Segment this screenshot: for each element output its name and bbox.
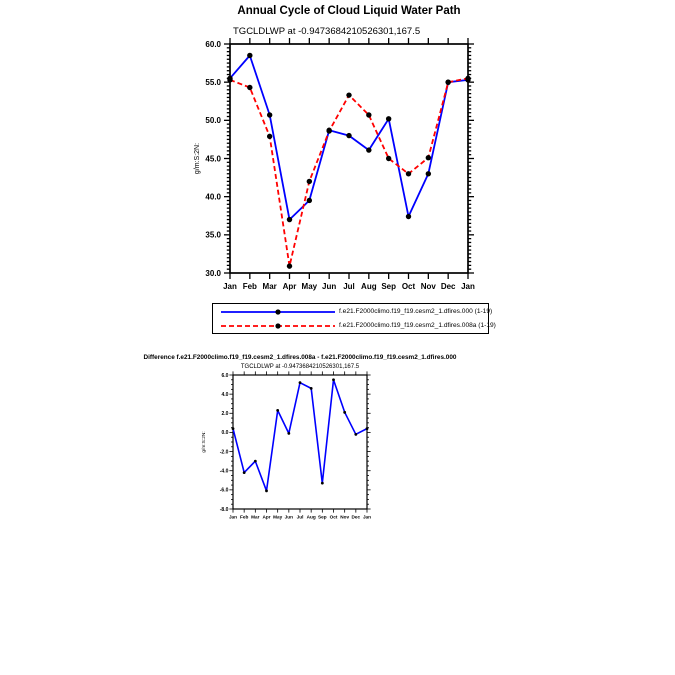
data-point-marker (346, 92, 351, 97)
legend-line-sample-dashed-icon (219, 321, 337, 331)
data-point-marker (267, 134, 272, 139)
data-point-marker (343, 411, 346, 414)
legend-label-control: f.e21.F2000climo.f19_f19.cesm2_1.dfires.000 (1-19) (339, 308, 493, 315)
data-point-marker (307, 198, 312, 203)
y-axis-tick-label: 4.0 (221, 391, 229, 398)
x-axis-tick-label: Mar (262, 282, 277, 291)
x-axis-tick-label: Jul (343, 282, 355, 291)
x-axis-tick-label: Nov (340, 514, 350, 520)
chart1-title: Annual Cycle of Cloud Liquid Water Path (237, 5, 461, 17)
data-point-marker (247, 85, 252, 90)
x-axis-tick-label: Jun (322, 282, 337, 291)
y-axis-tick-label: 30.0 (205, 268, 221, 278)
y-axis-tick-label: 45.0 (205, 154, 221, 164)
chart2-title: Difference f.e21.F2000climo.f19_f19.cesm2_1.dfires.008a - f.e21.F2000climo.f19_f19.cesm2_1.dfires.000 (143, 354, 457, 361)
data-point-marker (254, 460, 257, 463)
legend (212, 303, 496, 334)
x-axis-tick-label: Nov (420, 282, 436, 291)
legend-item-control (219, 305, 493, 318)
x-axis-tick-label: Apr (282, 282, 297, 291)
chart-2 (201, 371, 371, 519)
data-point-marker (299, 381, 302, 384)
y-axis-tick-label: 0.0 (221, 430, 229, 437)
x-axis-tick-label: Jan (228, 514, 238, 520)
y-axis-tick-label: 60.0 (205, 39, 221, 49)
data-point-marker (321, 482, 324, 485)
x-axis-tick-label: Apr (262, 514, 271, 520)
legend-sample-marker (275, 323, 280, 328)
chart-1 (194, 38, 475, 291)
data-point-marker (445, 79, 450, 84)
data-point-marker (326, 128, 331, 133)
y-axis-tick-label: -6.0 (219, 487, 229, 494)
y-axis-tick-label: 50.0 (205, 116, 221, 126)
data-point-marker (354, 433, 357, 436)
x-axis-tick-label: May (273, 514, 283, 520)
y-axis-tick-label: -2.0 (219, 449, 229, 456)
data-point-marker (307, 179, 312, 184)
series-line-2 (230, 78, 468, 266)
data-point-marker (287, 217, 292, 222)
x-axis-tick-label: Mar (251, 514, 260, 520)
x-axis-tick-label: Aug (361, 282, 377, 291)
data-point-marker (247, 53, 252, 58)
chart2-subtitle: TGCLDLWP at -0.9473684210526301,167.5 (240, 364, 360, 370)
x-axis-tick-label: Dec (440, 282, 456, 291)
y-axis-title: g/m:S:2N: (202, 431, 207, 453)
x-axis-tick-label: Dec (351, 514, 361, 520)
data-point-marker (287, 263, 292, 268)
data-point-marker (426, 171, 431, 176)
x-axis-tick-label: Oct (401, 282, 416, 291)
y-axis-tick-label: 2.0 (221, 411, 229, 418)
data-point-marker (406, 214, 411, 219)
x-axis-tick-label: Aug (306, 514, 316, 520)
data-point-marker (386, 116, 391, 121)
x-axis-tick-label: Jan (223, 282, 237, 291)
x-axis-tick-label: May (301, 282, 318, 291)
data-point-marker (243, 471, 246, 474)
y-axis-tick-label: 40.0 (205, 192, 221, 202)
data-point-marker (287, 432, 290, 435)
y-axis-tick-label: 35.0 (205, 230, 221, 240)
chart1-subtitle: TGCLDLWP at -0.9473684210526301,167.5 (233, 26, 421, 37)
data-point-marker (366, 112, 371, 117)
data-point-marker (267, 112, 272, 117)
data-point-marker (265, 489, 268, 492)
x-axis-tick-label: Sep (381, 282, 397, 291)
data-point-marker (332, 378, 335, 381)
data-point-marker (310, 387, 313, 390)
legend-item-experiment (219, 319, 496, 332)
data-point-marker (276, 409, 279, 412)
y-axis-tick-label: -4.0 (219, 468, 229, 475)
data-point-marker (406, 171, 411, 176)
data-point-marker (346, 133, 351, 138)
series-line-1 (233, 380, 367, 491)
y-axis-title: g/m:S:2N: (194, 142, 201, 175)
data-point-marker (386, 156, 391, 161)
data-point-marker (366, 147, 371, 152)
x-axis-tick-label: Jun (284, 514, 294, 520)
plot-frame (233, 375, 367, 509)
legend-label-experiment: f.e21.F2000climo.f19_f19.cesm2_1.dfires.008a (1-19) (339, 322, 496, 329)
legend-sample-marker (275, 309, 280, 314)
x-axis-tick-label: Oct (329, 514, 338, 520)
y-axis-tick-label: -8.0 (219, 506, 229, 513)
legend-line-sample-solid-icon (219, 307, 337, 317)
data-point-marker (227, 77, 232, 82)
x-axis-tick-label: Sep (318, 514, 327, 520)
x-axis-tick-label: Feb (242, 282, 257, 291)
data-point-marker (366, 427, 369, 430)
x-axis-tick-label: Jan (362, 514, 372, 520)
data-point-marker (232, 427, 235, 430)
y-axis-tick-label: 55.0 (205, 77, 221, 87)
x-axis-tick-label: Jan (461, 282, 475, 291)
x-axis-tick-label: Jul (296, 514, 304, 520)
data-point-marker (426, 155, 431, 160)
x-axis-tick-label: Feb (239, 514, 249, 520)
y-axis-tick-label: 6.0 (221, 372, 229, 379)
data-point-marker (465, 76, 470, 81)
